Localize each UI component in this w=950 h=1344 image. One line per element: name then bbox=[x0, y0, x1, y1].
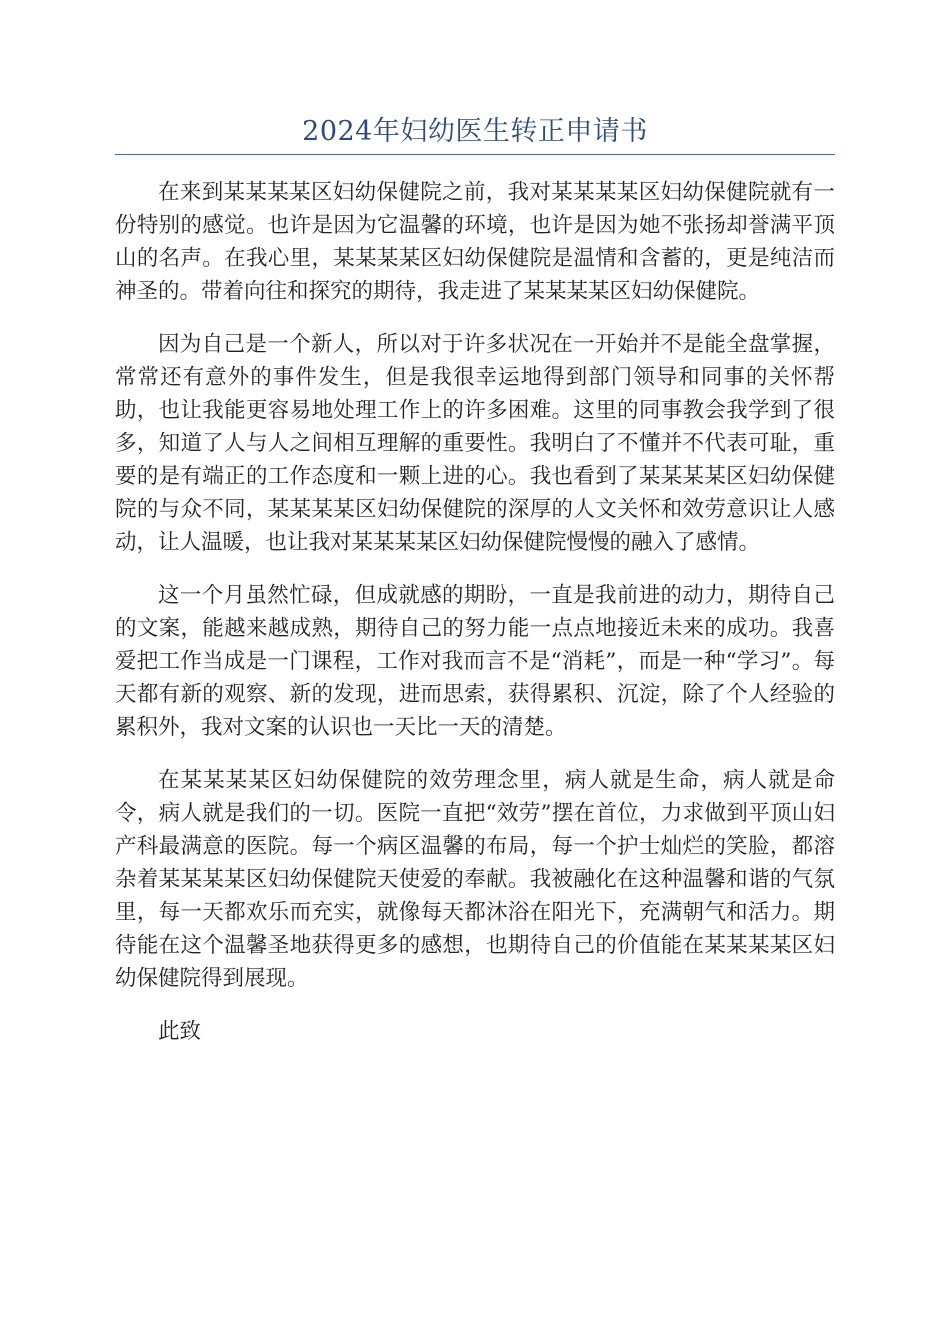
paragraph-3: 这一个月虽然忙碌，但成就感的期盼，一直是我前进的动力，期待自己的文案，能越来越成熟，期待自己的努力能一点点地接近未来的成功。我喜爱把工作当成是一门课程，工作对我而言不是“消耗”，而是一种“学习”。每天都有新的观察、新的发现，进而思索，获得累积、沉淀，除了个人经验的累积外，我对文案的认识也一天比一天的清楚。 bbox=[115, 583, 835, 740]
paragraph-2: 因为自己是一个新人，所以对于许多状况在一开始并不是能全盘掌握，常常还有意外的事件发生，但是我很幸运地得到部门领导和同事的关怀帮助，也让我能更容易地处理工作上的许多困难。这里的同事教会我学到了很多，知道了人与人之间相互理解的重要性。我明白了不懂并不代表可耻，重要的是有端正的工作态度和一颗上进的心。我也看到了某某某某区妇幼保健院的与众不同，某某某某区妇幼保健院的深厚的人文关怀和效劳意识让人感动，让人温暖，也让我对某某某某区妇幼保健院慢慢的融入了感情。 bbox=[115, 332, 835, 555]
title-underline bbox=[115, 154, 835, 155]
document-title: 2024年妇幼医生转正申请书 bbox=[302, 116, 648, 147]
paragraph-1: 在来到某某某某区妇幼保健院之前，我对某某某某区妇幼保健院就有一份特别的感觉。也许是因为它温馨的环境，也许是因为她不张扬却誉满平顶山的名声。在我心里，某某某某区妇幼保健院是温情和含蓄的，更是纯洁而神圣的。带着向往和探究的期待，我走进了某某某某区妇幼保健院。 bbox=[115, 180, 835, 304]
document-body bbox=[115, 176, 835, 1048]
closing-salutation: 此致 bbox=[158, 1019, 202, 1044]
paragraph-4: 在某某某某区妇幼保健院的效劳理念里，病人就是生命，病人就是命令，病人就是我们的一切。医院一直把“效劳”摆在首位，力求做到平顶山妇产科最满意的医院。每一个病区温馨的布局，每一个护士灿烂的笑脸，都溶杂着某某某某区妇幼保健院天使爱的奉献。我被融化在这种温馨和谐的气氛里，每一天都欢乐而充实，就像每天都沐浴在阳光下，充满朝气和活力。期待能在这个温馨圣地获得更多的感想，也期待自己的价值能在某某某某区妇幼保健院得到展现。 bbox=[115, 768, 835, 991]
